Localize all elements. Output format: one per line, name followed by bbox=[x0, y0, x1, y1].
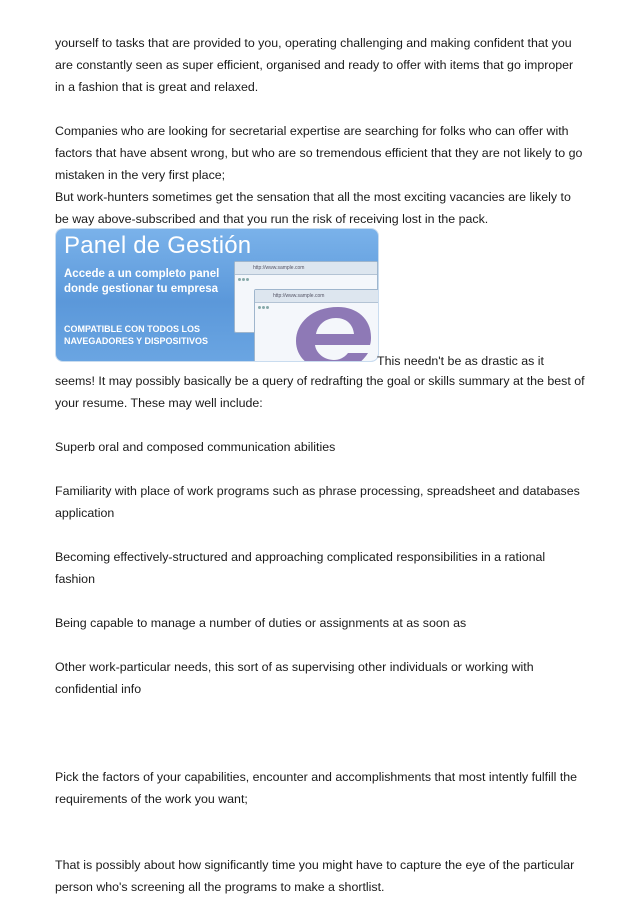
ad-banner-image bbox=[55, 228, 379, 362]
list-item-other: Other work-particular needs, this sort of as supervising other individuals or working with confidential info bbox=[55, 660, 534, 696]
list-item-oral: Superb oral and composed communication abilities bbox=[55, 440, 336, 454]
inline-text-after-image: This needn't be as drastic as it bbox=[377, 354, 544, 368]
ad-banner-subtitle: Accede a un completo panel donde gestionar tu empresa bbox=[64, 268, 220, 295]
browser-url-back: http://www.sample.com bbox=[235, 262, 377, 275]
internet-explorer-logo-icon bbox=[288, 301, 379, 362]
list-item-programs: Familiarity with place of work programs such as phrase processing, spreadsheet and databases application bbox=[55, 484, 580, 520]
browser-url-front: http://www.sample.com bbox=[255, 290, 379, 303]
paragraph-pick-factors: Pick the factors of your capabilities, encounter and accomplishments that most intently fulfill the requirements of the work you want; bbox=[55, 770, 578, 806]
paragraph-intro: yourself to tasks that are provided to you, operating challenging and making confident that you are constantly seen as super efficient, organised and ready to offer with items that go improper in a fashion that is great and relaxed. bbox=[55, 36, 574, 94]
paragraph-drastic: seems! It may possibly basically be a query of redrafting the goal or skills summary at the best of your resume. These may well include: bbox=[55, 374, 585, 410]
paragraph-companies: Companies who are looking for secretarial expertise are searching for folks who can offer with factors that have absent wrong, but who are so tremendous efficient that they are not likely to go mistaken in the very first place; bbox=[55, 124, 583, 182]
ad-banner-compat: COMPATIBLE CON TODOS LOS NAVEGADORES Y DISPOSITIVOS bbox=[64, 324, 209, 346]
document-page bbox=[55, 32, 585, 898]
list-item-structured: Becoming effectively-structured and approaching complicated responsibilities in a rational fashion bbox=[55, 550, 546, 586]
list-item-multitask: Being capable to manage a number of duties or assignments at as soon as bbox=[55, 616, 467, 630]
ad-banner-title: Panel de Gestión bbox=[64, 232, 252, 259]
paragraph-job-hunters: But work-hunters sometimes get the sensation that all the most exciting vacancies are likely to be way above-subscribed and that you run the risk of receiving lost in the pack. bbox=[55, 190, 571, 226]
image-with-inline-text bbox=[55, 218, 585, 370]
paragraph-closing: That is possibly about how significantly time you might have to capture the eye of the particular person who's screening all the programs to make a shortlist. bbox=[55, 858, 575, 894]
